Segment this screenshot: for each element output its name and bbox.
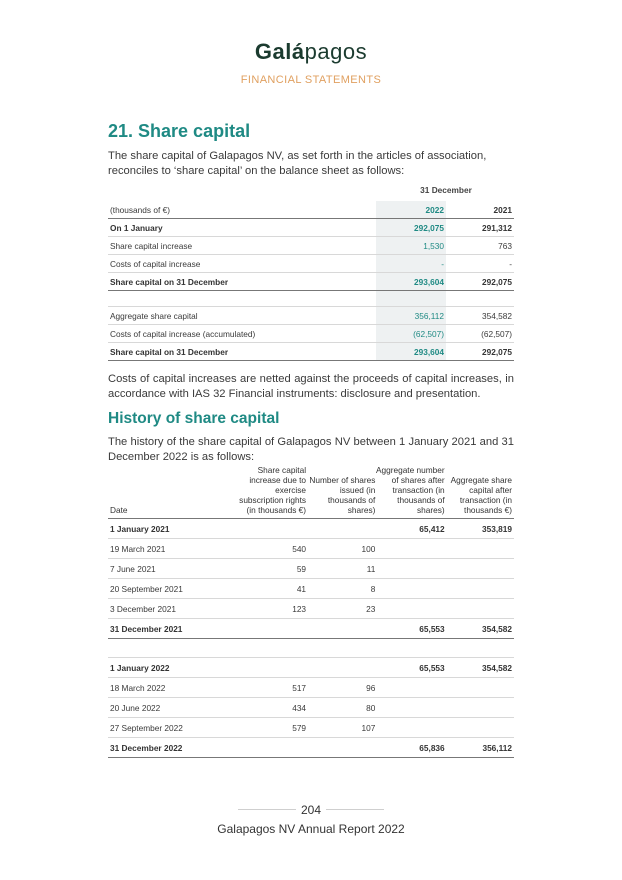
history-title: History of share capital [108, 410, 280, 427]
row-label: Share capital on 31 December [110, 346, 229, 357]
cell-date: 20 September 2021 [110, 583, 183, 594]
header-shares-issued: Number of shares issued (in thousands of shares) [309, 475, 376, 515]
share-capital-table [108, 185, 514, 361]
table-row [108, 559, 514, 579]
cell-shares-issued: 11 [366, 563, 376, 574]
row-label: Share capital on 31 December [110, 276, 229, 287]
document-subtitle: FINANCIAL STATEMENTS [240, 74, 382, 86]
value-2021: 292,075 [482, 276, 512, 287]
cell-capital-increase: 123 [292, 603, 307, 614]
cell-date: 18 March 2022 [110, 682, 166, 693]
share-capital-history-table [108, 448, 514, 758]
row-label: Costs of capital increase (accumulated) [110, 328, 256, 339]
table-row [108, 658, 514, 678]
cell-shares-issued: 96 [366, 682, 376, 693]
table-spacer [108, 639, 514, 658]
table-row [108, 599, 514, 619]
cell-shares-issued: 23 [366, 603, 376, 614]
value-2022: 292,075 [376, 219, 446, 236]
cell-date: 19 March 2021 [110, 543, 166, 554]
history-header-row [108, 448, 514, 519]
section-intro: The share capital of Galapagos NV, as set forth in the articles of association, reconciles to ‘share capital’ on the balance sheet as follows: [108, 150, 487, 177]
row-label: Aggregate share capital [110, 310, 198, 321]
header-aggregate-capital: Aggregate share capital after transaction (in thousands €) [450, 475, 512, 515]
value-2021: 292,075 [482, 346, 512, 357]
cell-aggregate-capital: 353,819 [482, 523, 512, 534]
value-2021: (62,507) [481, 328, 512, 339]
cell-aggregate-shares: 65,553 [419, 662, 445, 673]
table-row [108, 718, 514, 738]
table-row [108, 579, 514, 599]
cell-date: 7 June 2021 [110, 563, 156, 574]
cell-date: 1 January 2021 [110, 523, 170, 534]
cell-shares-issued: 100 [361, 543, 376, 554]
section-title: 21. Share capital [108, 121, 251, 141]
cell-aggregate-shares: 65,836 [419, 742, 445, 753]
row-label: On 1 January [110, 222, 163, 233]
table-header-row [108, 201, 514, 219]
table-row [108, 619, 514, 639]
cell-date: 31 December 2022 [110, 742, 183, 753]
column-2022-header: 2022 [376, 201, 446, 218]
cell-aggregate-capital: 354,582 [482, 662, 512, 673]
cell-shares-issued: 8 [370, 583, 376, 594]
table-row [108, 255, 514, 273]
cell-capital-increase: 59 [296, 563, 307, 574]
cell-aggregate-capital: 356,112 [482, 742, 512, 753]
cell-date: 31 December 2021 [110, 623, 183, 634]
report-title: Galapagos NV Annual Report 2022 [217, 822, 405, 836]
table-row [108, 698, 514, 718]
logo-bold-text: Galá [254, 39, 305, 64]
value-2021: 291,312 [482, 222, 512, 233]
column-label-header: (thousands of €) [110, 204, 170, 215]
table-row [108, 678, 514, 698]
cell-capital-increase: 540 [292, 543, 307, 554]
table-row [108, 343, 514, 361]
history-intro: The history of the share capital of Galapagos NV between 1 January 2021 and 31 December 2022 is as follows: [108, 436, 514, 463]
cell-capital-increase: 434 [292, 702, 307, 713]
row-label: Share capital increase [110, 240, 193, 251]
row-label: Costs of capital increase [110, 258, 201, 269]
header-date: Date [110, 505, 128, 515]
value-2022: 1,530 [376, 237, 446, 254]
table-row [108, 519, 514, 539]
cell-date: 1 January 2022 [110, 662, 170, 673]
value-2022: 293,604 [376, 343, 446, 360]
value-2022: 293,604 [376, 273, 446, 290]
cell-aggregate-shares: 65,412 [419, 523, 445, 534]
cell-date: 3 December 2021 [110, 603, 176, 614]
table-row [108, 219, 514, 237]
value-2022: - [376, 255, 446, 272]
cell-date: 27 September 2022 [110, 722, 183, 733]
logo-light-text: pagos [304, 39, 368, 64]
capital-costs-note: Costs of capital increases are netted against the proceeds of capital increases, in accordance with IAS 32 Financial instruments: disclosure and presentation. [108, 373, 514, 400]
table-row [108, 325, 514, 343]
cell-shares-issued: 107 [361, 722, 376, 733]
value-2022: (62,507) [376, 325, 446, 342]
table-row [108, 307, 514, 325]
cell-capital-increase: 579 [292, 722, 307, 733]
cell-aggregate-capital: 354,582 [482, 623, 512, 634]
page-number: 204 [300, 803, 322, 817]
value-2021: 763 [498, 240, 512, 251]
value-2021: - [509, 258, 512, 269]
cell-capital-increase: 517 [292, 682, 307, 693]
header-aggregate-shares: Aggregate number of shares after transaction (in thousands of shares) [375, 465, 445, 515]
period-header: 31 December [420, 185, 472, 195]
table-spacer [108, 291, 514, 307]
table-row [108, 738, 514, 758]
value-2021: 354,582 [482, 310, 512, 321]
header-capital-increase: Share capital increase due to exercise subscription rights (in thousands €) [239, 465, 307, 515]
company-logo [0, 39, 622, 65]
cell-capital-increase: 41 [296, 583, 307, 594]
column-2021-header: 2021 [493, 204, 512, 215]
cell-aggregate-shares: 65,553 [419, 623, 445, 634]
table-row [108, 237, 514, 255]
table-row [108, 273, 514, 291]
value-2022: 356,112 [376, 307, 446, 324]
cell-date: 20 June 2022 [110, 702, 161, 713]
table-row [108, 539, 514, 559]
cell-shares-issued: 80 [366, 702, 376, 713]
